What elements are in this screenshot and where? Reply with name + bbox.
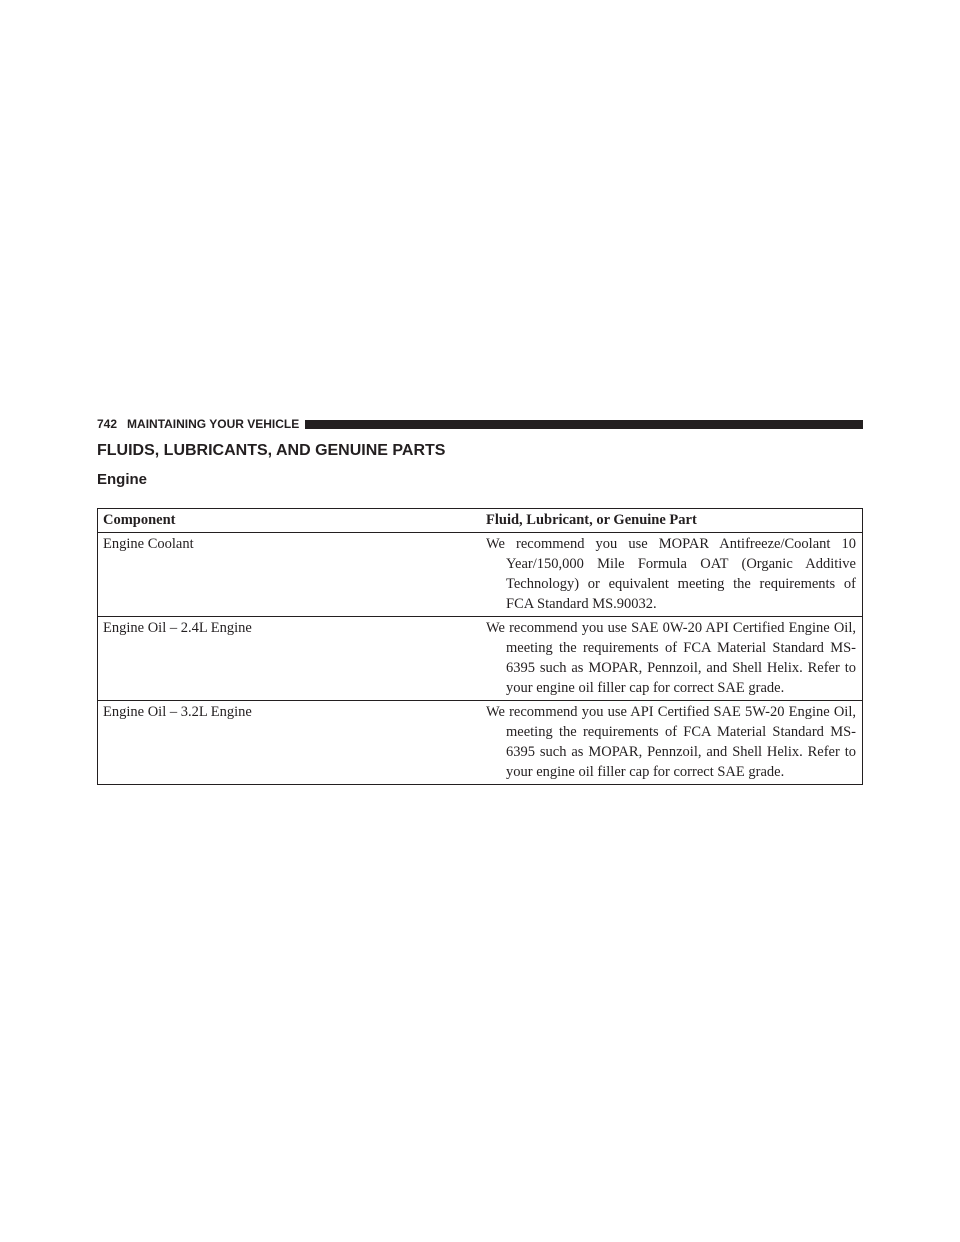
column-header-component: Component [98, 509, 476, 533]
fluid-cell [475, 701, 863, 785]
section-subtitle: Engine [97, 471, 148, 488]
header-rule [305, 420, 863, 429]
fluid-text: We recommend you use SAE 0W-20 API Certified Engine Oil, meeting the requirements of FCA Material Standard MS-6395 such as MOPAR, Pennzoil, and Shell Helix. Refer to your engine oil filler cap for correct SAE grade. [486, 620, 856, 696]
fluids-table [97, 508, 863, 785]
component-cell: Engine Oil – 2.4L Engine [98, 617, 476, 701]
table-row [98, 617, 863, 701]
component-cell: Engine Oil – 3.2L Engine [98, 701, 476, 785]
fluid-cell [475, 617, 863, 701]
page-header [97, 417, 863, 431]
fluid-cell [475, 533, 863, 617]
column-header-fluid: Fluid, Lubricant, or Genuine Part [475, 509, 863, 533]
page-number: 742 [97, 417, 118, 431]
fluid-text: We recommend you use MOPAR Antifreeze/Coolant 10 Year/150,000 Mile Formula OAT (Organic Additive Technology) or equivalent meeting the requirements of FCA Standard MS.90032. [486, 536, 856, 612]
component-cell: Engine Coolant [98, 533, 476, 617]
table-row [98, 533, 863, 617]
table-row [98, 701, 863, 785]
section-name: MAINTAINING YOUR VEHICLE [127, 417, 300, 431]
fluid-text: We recommend you use API Certified SAE 5W-20 Engine Oil, meeting the requirements of FCA Material Standard MS-6395 such as MOPAR, Pennzoil, and Shell Helix. Refer to your engine oil filler cap for correct SAE grade. [486, 704, 856, 780]
table-header-row [98, 509, 863, 533]
page-title: FLUIDS, LUBRICANTS, AND GENUINE PARTS [97, 442, 446, 459]
